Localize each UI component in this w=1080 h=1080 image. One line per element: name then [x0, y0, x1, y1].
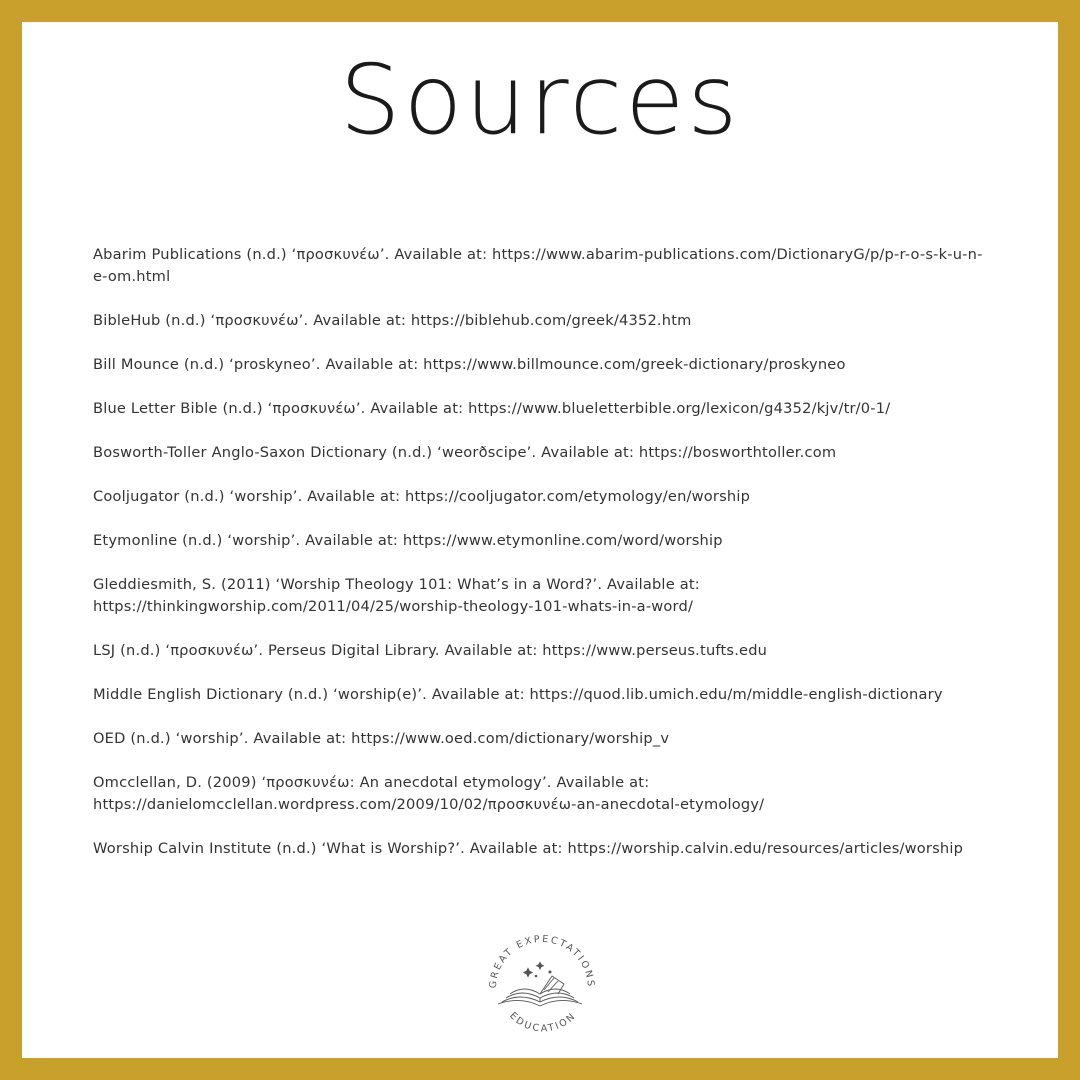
sources-list [93, 244, 993, 882]
source-item: Cooljugator (n.d.) ‘worship’. Available at: https://cooljugator.com/etymology/en/worship [93, 488, 751, 505]
source-item: BibleHub (n.d.) ‘προσκυνέω’. Available at: https://biblehub.com/greek/4352.htm [93, 312, 692, 329]
logo-bottom-text: EDUCATION [507, 1010, 579, 1034]
source-item: Abarim Publications (n.d.) ‘προσκυνέω’. Available at: https://www.abarim-publications.com/DictionaryG/p/p-r-o-s-k-u-n-e-om.html [93, 246, 983, 285]
source-item: Middle English Dictionary (n.d.) ‘worship(e)’. Available at: https://quod.lib.umich.edu/m/middle-english-dictionary [93, 686, 943, 703]
source-item: Omcclellan, D. (2009) ‘προσκυνέω: An anecdotal etymology’. Available at: https://danielomcclellan.wordpress.com/2009/10/02/προσκυνέω-an-anecdotal-etymology/ [93, 774, 765, 813]
source-item: Worship Calvin Institute (n.d.) ‘What is Worship?’. Available at: https://worship.calvin.edu/resources/articles/worship [93, 840, 964, 857]
source-item: Bosworth-Toller Anglo-Saxon Dictionary (n.d.) ‘weorðscipe’. Available at: https://bosworthtoller.com [93, 444, 837, 461]
source-item: LSJ (n.d.) ‘προσκυνέω’. Perseus Digital Library. Available at: https://www.perseus.tufts.edu [93, 642, 768, 659]
source-item: OED (n.d.) ‘worship’. Available at: https://www.oed.com/dictionary/worship_v [93, 730, 670, 747]
source-item: Etymonline (n.d.) ‘worship’. Available at: https://www.etymonline.com/word/worship [93, 532, 723, 549]
page-title: Sources [339, 44, 741, 156]
source-item: Gleddiesmith, S. (2011) ‘Worship Theology 101: What’s in a Word?’. Available at: https://thinkingworship.com/2011/04/25/worship-theology-101-whats-in-a-word/ [93, 576, 700, 615]
sparkle-icon [524, 962, 552, 977]
great-expectations-logo [478, 910, 602, 1034]
page [22, 22, 1058, 1058]
open-book-icon [498, 976, 582, 1006]
logo-top-text: GREAT EXPECTATIONS [487, 933, 597, 989]
source-item: Bill Mounce (n.d.) ‘proskyneo’. Available at: https://www.billmounce.com/greek-dictionary/proskyneo [93, 356, 846, 373]
source-item: Blue Letter Bible (n.d.) ‘προσκυνέω’. Available at: https://www.blueletterbible.org/lexicon/g4352/kjv/tr/0-1/ [93, 400, 891, 417]
